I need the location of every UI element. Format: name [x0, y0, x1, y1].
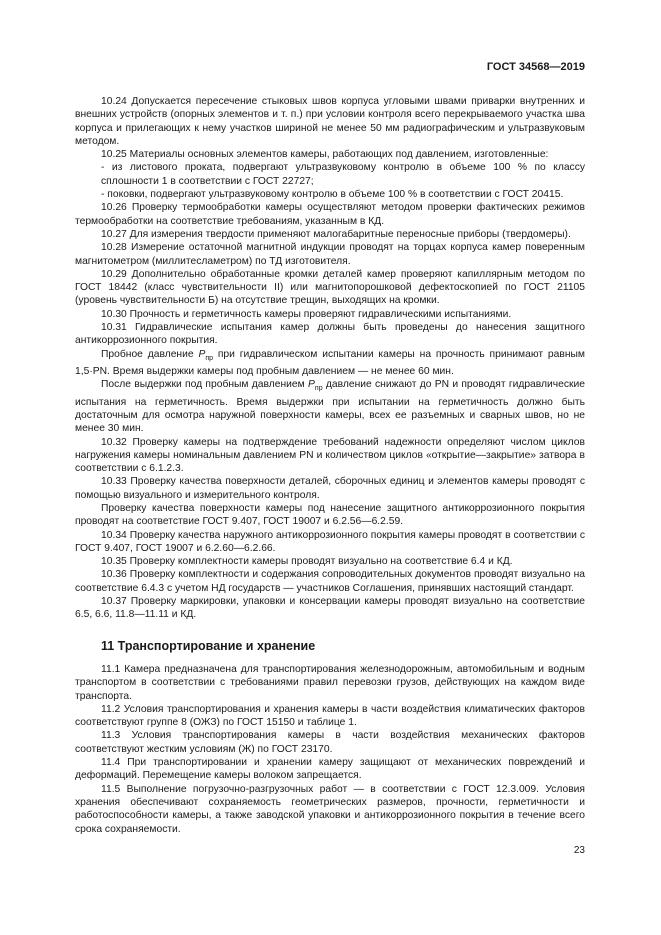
pressure-symbol: P — [198, 348, 206, 360]
paragraph-10-28: 10.28 Измерение остаточной магнитной индукции проводят на торцах корпуса камер поверенным магнитометром (миллитесламетром) по ТД изготовителя. — [75, 242, 585, 267]
page-number: 23 — [573, 845, 585, 856]
paragraph-10-37: 10.37 Проверку маркировки, упаковки и консервации камеры проводят визуально на соответствие 6.5, 6.6, 11.8—11.11 и КД. — [75, 596, 585, 621]
after-hold-text-start: После выдержки под пробным давлением — [101, 379, 309, 391]
paragraph-10-33: 10.33 Проверку качества поверхности деталей, сборочных единиц и элементов камеры проводят с помощью визуального и измерительного контроля. — [75, 476, 585, 501]
paragraph-after-hold — [75, 378, 585, 435]
paragraph-11-3: 11.3 Условия транспортирования камеры в части воздействия механических факторов соответствуют жестким условиям (Ж) по ГОСТ 23170. — [75, 730, 585, 755]
paragraph-10-24: 10.24 Допускается пересечение стыковых швов корпуса угловыми швами приварки внутренних и внешних устройств (опорных элементов и т. п.) при условии контроля всего перекрываемого участка шва корпуса и прилегающих к нему участков шириной не менее 50 мм радиографическим и ультразвуковым методом. — [75, 96, 585, 147]
section-heading-wrap — [75, 640, 585, 653]
page-header: ГОСТ 34568—2019 — [486, 61, 585, 73]
pressure-symbol: P — [308, 379, 315, 391]
after-hold-text-end: давление снижают до PN и проводят гидравлические испытания на герметичность. Время выдержки при испытании на герметичность должно быть достаточным для осмотра наружной поверхности камеры, всех ее разъемных и сварных швов, но не менее 30 мин. — [75, 379, 586, 435]
paragraph-11-1: 11.1 Камера предназначена для транспортирования железнодорожным, автомобильным и водным транспортом в соответствии с требованиями правил перевозки грузов, действующих на каждом виде транспорта. — [75, 663, 585, 702]
paragraph-10-35: 10.35 Проверку комплектности камеры проводят визуально на соответствие 6.4 и КД. — [101, 556, 513, 568]
paragraph-10-27: 10.27 Для измерения твердости применяют малогабаритные переносные приборы (твердомеры). — [101, 228, 571, 240]
section-heading: 11 Транспортирование и хранение — [101, 638, 316, 653]
paragraph-10-26: 10.26 Проверку термообработки камеры осуществляют методом проверки фактических режимов термообработки на соответствие требованиям, указанным в КД. — [75, 202, 585, 227]
paragraph-11-5: 11.5 Выполнение погрузочно-разгрузочных работ — в соответствии с ГОСТ 12.3.009. Условия хранения обеспечивают сохраняемость геометрических размеров, прочности, герметичности и работоспособности камеры, а также заводской упаковки и антикоррозионного покрытия в течение всего срока сохраняемости. — [75, 783, 585, 835]
list-item: - поковки, подвергают ультразвуковому контролю в объеме 100 % в соответствии с ГОСТ 20415. — [75, 188, 585, 201]
paragraph-probe-pressure — [75, 348, 585, 379]
paragraph-10-34: 10.34 Проверку качества наружного антикоррозионного покрытия камеры проводят в соответствии с ГОСТ 9.407, ГОСТ 19007 и 6.2.60—6.2.66. — [75, 529, 585, 554]
paragraph-11-2: 11.2 Условия транспортирования и хранения камеры в части воздействия климатических факторов соответствуют группе 8 (ОЖЗ) по ГОСТ 15150 и таблице 1. — [75, 703, 585, 729]
paragraph-11-4: 11.4 При транспортировании и хранении камеру защищают от механических повреждений и деформаций. Перемещение камеры волоком запрещается. — [75, 757, 585, 782]
probe-text-end: при гидравлическом испытании камеры на прочность принимают равным 1,5·PN. Время выдержки камеры под пробным давлением — не менее 60 мин. — [75, 348, 585, 377]
document-body — [75, 95, 585, 836]
paragraph-10-30: 10.30 Прочность и герметичность камеры проверяют гидравлическими испытаниями. — [101, 308, 512, 320]
pressure-subscript: пр — [314, 385, 323, 393]
paragraph-10-29: 10.29 Дополнительно обработанные кромки деталей камер проверяют капиллярным методом по ГОСТ 18442 (класс чувствительности II) или магнитопорошковой дефектоскопией по ГОСТ 21105 (уровень чувствительности Б) на отсутствие трещин, выходящих на кромки. — [75, 268, 585, 307]
paragraph-10-36: 10.36 Проверку комплектности и содержания сопроводительных документов проводят визуально на соответствие 6.4.3 с учетом НД государств — участников Соглашения, принявших настоящий стандарт. — [75, 569, 585, 594]
paragraph-10-32: 10.32 Проверку камеры на подтверждение требований надежности определяют числом циклов нагружения камеры номинальным давлением PN и количеством циклов «открытие—закрытие» затвора в соответствии с 6.1.2.3. — [75, 436, 585, 475]
paragraph-10-31: 10.31 Гидравлические испытания камер должны быть проведены до нанесения защитного антикоррозионного покрытия. — [75, 322, 585, 347]
list-item: - из листового проката, подвергают ультразвуковому контролю в объеме 100 % по классу сплошности 1 в соответствии с ГОСТ 22727; — [75, 161, 585, 188]
pressure-subscript: пр — [205, 354, 213, 362]
probe-text-start: Пробное давление — [101, 348, 199, 360]
paragraph-10-25: 10.25 Материалы основных элементов камеры, работающих под давлением, изготовленные: — [101, 149, 549, 161]
paragraph-surface-check: Проверку качества поверхности камеры под нанесение защитного антикоррозионного покрытия проводят на соответствие ГОСТ 9.407, ГОСТ 19007 и 6.2.56—6.2.59. — [75, 503, 585, 528]
